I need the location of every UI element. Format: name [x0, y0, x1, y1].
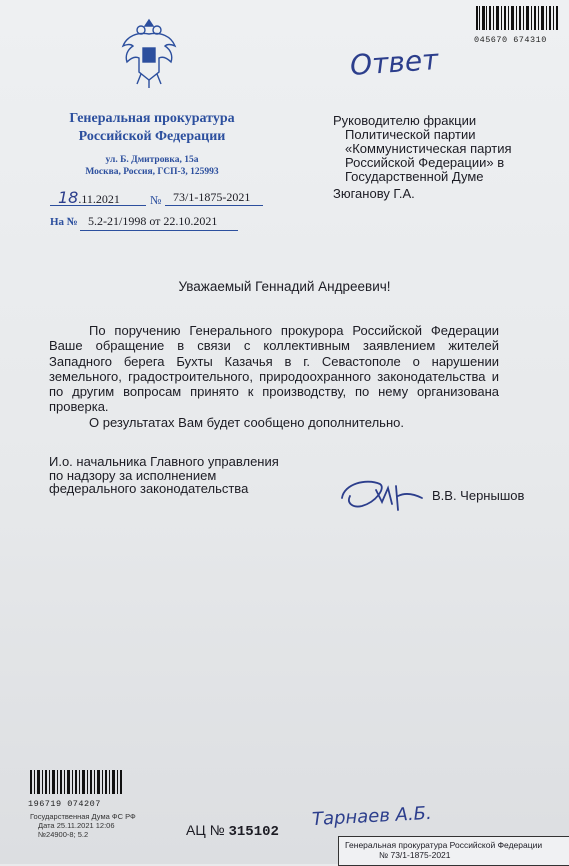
corner-stamp-line-1: Генеральная прокуратура Российской Федерации: [345, 840, 543, 850]
corner-stamp: [338, 836, 569, 866]
signer-name: В.В. Чернышов: [432, 488, 525, 503]
top-barcode-number: 045670 674310: [474, 35, 547, 45]
stamp-line-2: Дата 25.11.2021 12:06: [38, 821, 115, 830]
recipient-line-1: Руководителю фракции: [333, 113, 477, 128]
org-line-2: Российской Федерации: [78, 129, 226, 144]
address-line-1: ул. Б. Дмитровка, 15а: [105, 155, 199, 165]
ac-number-field: [186, 822, 279, 840]
recipient-name: Зюганову Г.А.: [333, 186, 415, 201]
stamp-line-1: Государственная Дума ФС РФ: [30, 812, 136, 821]
organization-address: [40, 154, 264, 178]
corner-stamp-line-2: № 73/1-1875-2021: [379, 850, 451, 860]
org-line-1: Генеральная прокуратура: [69, 111, 235, 126]
handwritten-note-bottom: Тарнаев А.Б.: [311, 802, 433, 831]
body-paragraph-2: О результатах Вам будет сообщено дополнительно.: [89, 414, 404, 430]
recipient-block: [333, 114, 563, 184]
top-barcode: [474, 6, 560, 45]
date-handwritten: 18: [58, 188, 79, 207]
ref-prefix: На №: [50, 216, 78, 228]
signer-title-line-1: И.о. начальника Главного управления: [49, 454, 279, 469]
handwritten-note-top: Ответ: [348, 42, 440, 83]
date-printed: .11.2021: [78, 192, 120, 206]
recipient-line-3: «Коммунистическая партия: [345, 141, 512, 156]
organization-name: [40, 110, 264, 146]
ac-number: 315102: [228, 824, 279, 840]
bottom-barcode: [28, 770, 128, 809]
recipient-line-5: Государственной Думе: [345, 169, 484, 184]
recipient-line-2: Политической партии: [345, 127, 476, 142]
recipient-line-4: Российской Федерации» в: [345, 155, 505, 170]
ref-value: 5.2-21/1998 от 22.10.2021: [88, 214, 218, 228]
registration-stamp: [30, 812, 160, 839]
number-underline: [165, 205, 263, 206]
ref-underline: [80, 230, 238, 231]
signer-title-line-2: по надзору за исполнением: [49, 467, 217, 483]
letter-body: [49, 323, 499, 430]
stamp-line-3: №24900-8; 5.2: [38, 830, 89, 839]
number-sign: №: [150, 193, 162, 207]
signer-title-line-3: федерального законодательства: [49, 481, 249, 496]
signer-title: [49, 455, 299, 496]
bottom-barcode-graphic: [28, 770, 128, 794]
date-underline: [50, 205, 146, 206]
greeting: Уважаемый Геннадий Андреевич!: [178, 279, 391, 294]
ac-label: АЦ №: [186, 822, 225, 838]
doc-number: 73/1-1875-2021: [173, 190, 251, 204]
barcode-graphic: [474, 6, 560, 30]
bottom-barcode-number: 196719 074207: [28, 799, 101, 809]
address-line-2: Москва, Россия, ГСП-3, 125993: [85, 167, 219, 177]
handwritten-signature: [336, 466, 428, 518]
coat-of-arms-emblem: [117, 14, 181, 90]
body-paragraph-1: По поручению Генерального прокурора Российской Федерации Ваше обращение в связи с коллективным заявлением жителей Западного берега Бухты Казачья в г. Севастополе о нарушении земельного, градостроительного, природоохранного законодательства и по другим вопросам принято к производству, по нему организована проверка.: [49, 323, 499, 415]
